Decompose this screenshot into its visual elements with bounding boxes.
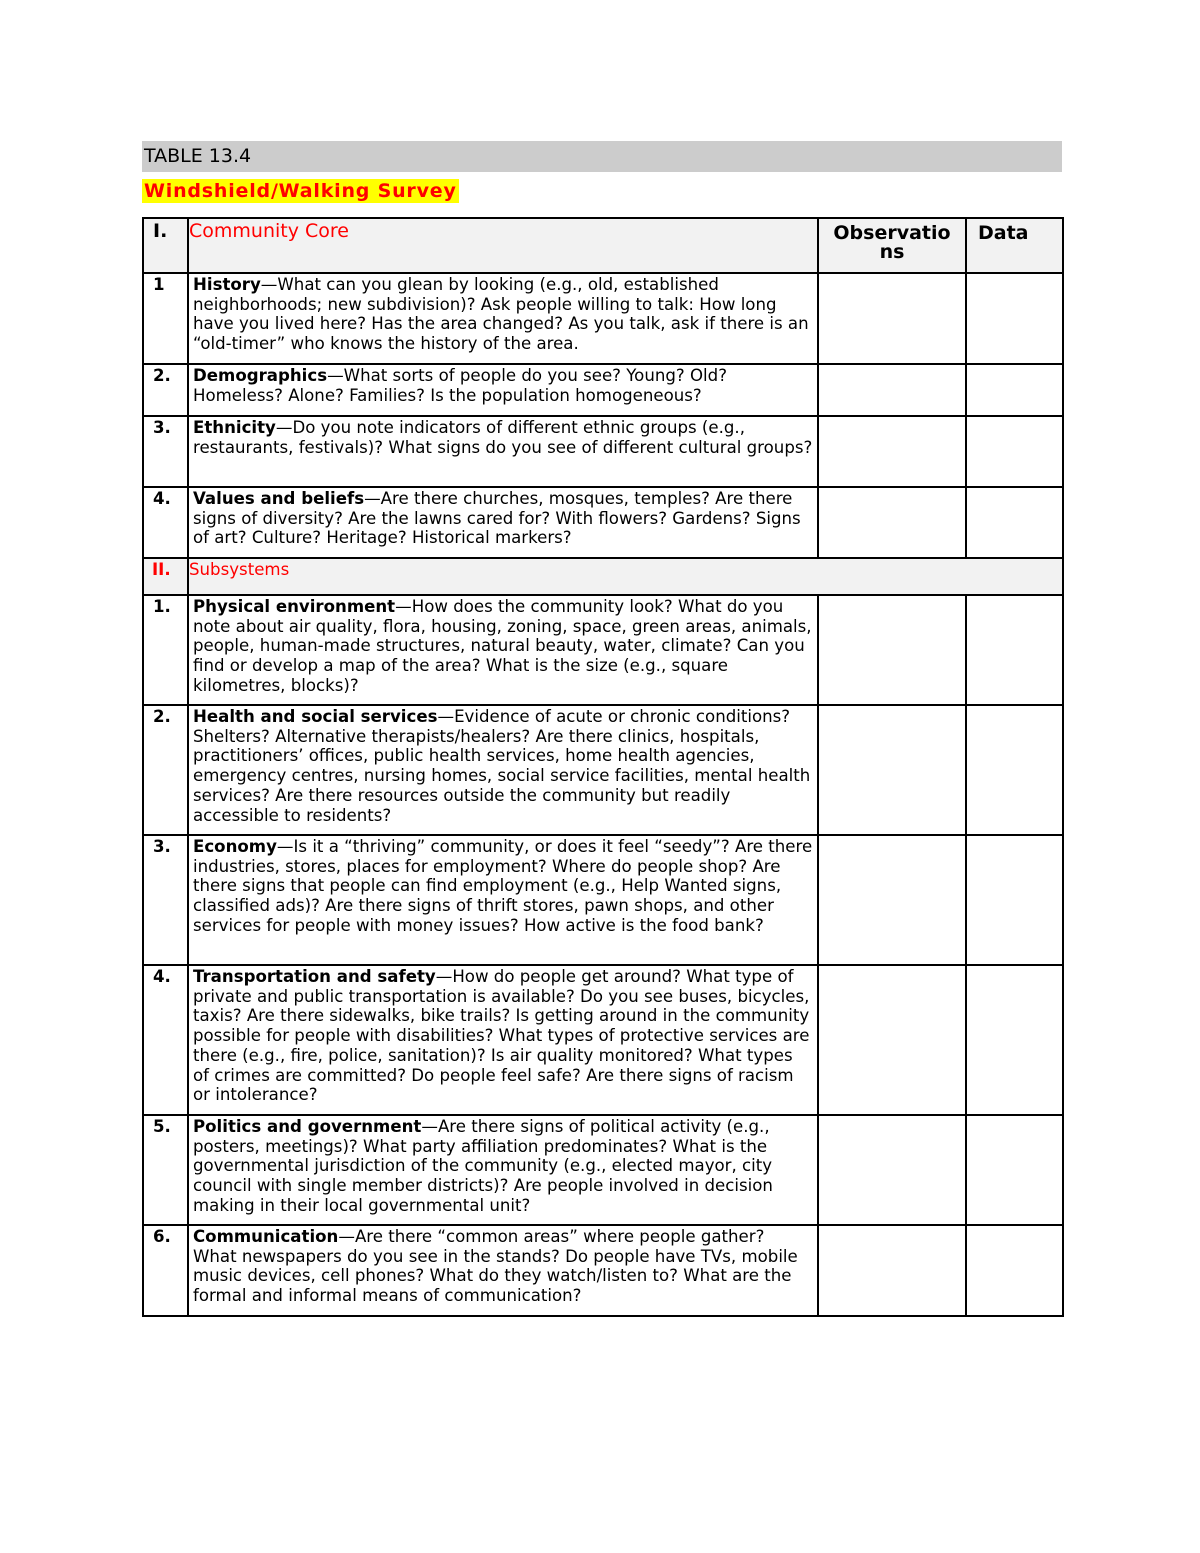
question-text: —Is it a “thriving” community, or does it feel “seedy”? Are there industries, stores, places for employment? Where do people shop? Are there signs that people can find employment (e.g., Help Wanted signs, classified ads)? Are there signs of thrift stores, pawn shops, and other services for people with money issues? How active is the food bank? — [193, 837, 813, 935]
question-cell — [188, 1115, 818, 1225]
question-text: —Are there churches, mosques, temples? Are there signs of diversity? Are the lawns cared for? With flowers? Gardens? Signs of art? Culture? Heritage? Historical markers? — [193, 489, 801, 548]
question-text: —What sorts of people do you see? Young? Old? Homeless? Alone? Families? Is the population homogeneous? — [193, 366, 727, 405]
survey-row — [143, 273, 1063, 364]
survey-row — [143, 416, 1063, 487]
survey-title: Windshield/Walking Survey — [144, 180, 457, 202]
question-text: —Are there “common areas” where people gather? What newspapers do you see in the stands? Do people have TVs, mobile music devices, cell phones? What do they watch/listen to? What are the formal and informal means of communication? — [193, 1227, 798, 1306]
question-text: —How does the community look? What do you note about air quality, flora, housing, zoning, space, green areas, animals, people, human-made structures, natural beauty, water, climate? Can you find or develop a map of the area? What is the size (e.g., square kilometres, blocks)? — [193, 597, 812, 695]
question-topic: Communication — [193, 1227, 339, 1246]
data-column-header: Data — [966, 218, 1063, 273]
observations-cell[interactable] — [818, 364, 966, 416]
observations-cell[interactable] — [818, 835, 966, 965]
row-number: 6. — [143, 1225, 188, 1316]
row-number: 3. — [143, 416, 188, 487]
document-page — [142, 141, 1062, 1317]
question-topic: Politics and government — [193, 1117, 422, 1136]
survey-row — [143, 835, 1063, 965]
data-cell[interactable] — [966, 705, 1063, 835]
question-topic: Transportation and safety — [193, 967, 436, 986]
question-topic: Values and beliefs — [193, 489, 365, 508]
table-label: TABLE 13.4 — [142, 141, 1062, 172]
question-topic: Demographics — [193, 366, 328, 385]
data-cell[interactable] — [966, 835, 1063, 965]
data-cell[interactable] — [966, 416, 1063, 487]
section-title: Subsystems — [188, 558, 1063, 595]
question-cell — [188, 416, 818, 487]
observations-cell[interactable] — [818, 1115, 966, 1225]
data-cell[interactable] — [966, 1115, 1063, 1225]
data-cell[interactable] — [966, 965, 1063, 1115]
observations-column-header: Observatio ns — [818, 218, 966, 273]
section-title: Community Core — [188, 218, 818, 273]
data-cell[interactable] — [966, 1225, 1063, 1316]
survey-row — [143, 487, 1063, 558]
question-cell — [188, 1225, 818, 1316]
row-number: 4. — [143, 965, 188, 1115]
section-number: I. — [143, 218, 188, 273]
data-cell[interactable] — [966, 595, 1063, 705]
question-text: —Evidence of acute or chronic conditions? Shelters? Alternative therapists/healers? Are there clinics, hospitals, practitioners’ offices, public health services, home health agencies, emergency centres, nursing homes, social service facilities, mental health services? Are there resources outside the community but readily accessible to residents? — [193, 707, 811, 825]
section-header-row — [143, 558, 1063, 595]
observations-cell[interactable] — [818, 595, 966, 705]
question-topic: Ethnicity — [193, 418, 276, 437]
row-number: 2. — [143, 364, 188, 416]
question-topic: Economy — [193, 837, 277, 856]
question-cell — [188, 364, 818, 416]
section-number: II. — [143, 558, 188, 595]
question-topic: Health and social services — [193, 707, 438, 726]
data-cell[interactable] — [966, 273, 1063, 364]
observations-cell[interactable] — [818, 705, 966, 835]
row-number: 5. — [143, 1115, 188, 1225]
survey-row — [143, 364, 1063, 416]
observations-cell[interactable] — [818, 273, 966, 364]
survey-row — [143, 1225, 1063, 1316]
data-cell[interactable] — [966, 487, 1063, 558]
observations-cell[interactable] — [818, 416, 966, 487]
observations-cell[interactable] — [818, 965, 966, 1115]
survey-row — [143, 705, 1063, 835]
survey-row — [143, 595, 1063, 705]
row-number: 1. — [143, 595, 188, 705]
question-cell — [188, 273, 818, 364]
row-number: 1 — [143, 273, 188, 364]
data-cell[interactable] — [966, 364, 1063, 416]
observations-cell[interactable] — [818, 1225, 966, 1316]
row-number: 2. — [143, 705, 188, 835]
row-number: 4. — [143, 487, 188, 558]
observations-cell[interactable] — [818, 487, 966, 558]
question-cell — [188, 965, 818, 1115]
question-cell — [188, 835, 818, 965]
question-text: —Do you note indicators of different ethnic groups (e.g., restaurants, festivals)? What signs do you see of different cultural groups? — [193, 418, 813, 457]
survey-row — [143, 1115, 1063, 1225]
question-topic: Physical environment — [193, 597, 396, 616]
table-header-row — [143, 218, 1063, 273]
survey-row — [143, 965, 1063, 1115]
question-text: —Are there signs of political activity (e.g., posters, meetings)? What party affiliation predominates? What is the governmental jurisdiction of the community (e.g., elected mayor, city council with single member districts)? Are people involved in decision making in their local governmental unit? — [193, 1117, 773, 1215]
question-cell — [188, 705, 818, 835]
question-topic: History — [193, 275, 261, 294]
row-number: 3. — [143, 835, 188, 965]
question-cell — [188, 487, 818, 558]
survey-table — [142, 217, 1064, 1317]
question-text: —How do people get around? What type of private and public transportation is available? Do you see buses, bicycles, taxis? Are there sidewalks, bike trails? Is getting around in the community possible for people with disabilities? What types of protective services are there (e.g., fire, police, sanitation)? Is air quality monitored? What types of crimes are committed? Do people feel safe? Are there signs of racism or intolerance? — [193, 967, 810, 1105]
question-cell — [188, 595, 818, 705]
question-text: —What can you glean by looking (e.g., old, established neighborhoods; new subdivision)? Ask people willing to talk: How long have you lived here? Has the area changed? As you talk, ask if there is an “old-timer” who knows the history of the area. — [193, 275, 809, 354]
